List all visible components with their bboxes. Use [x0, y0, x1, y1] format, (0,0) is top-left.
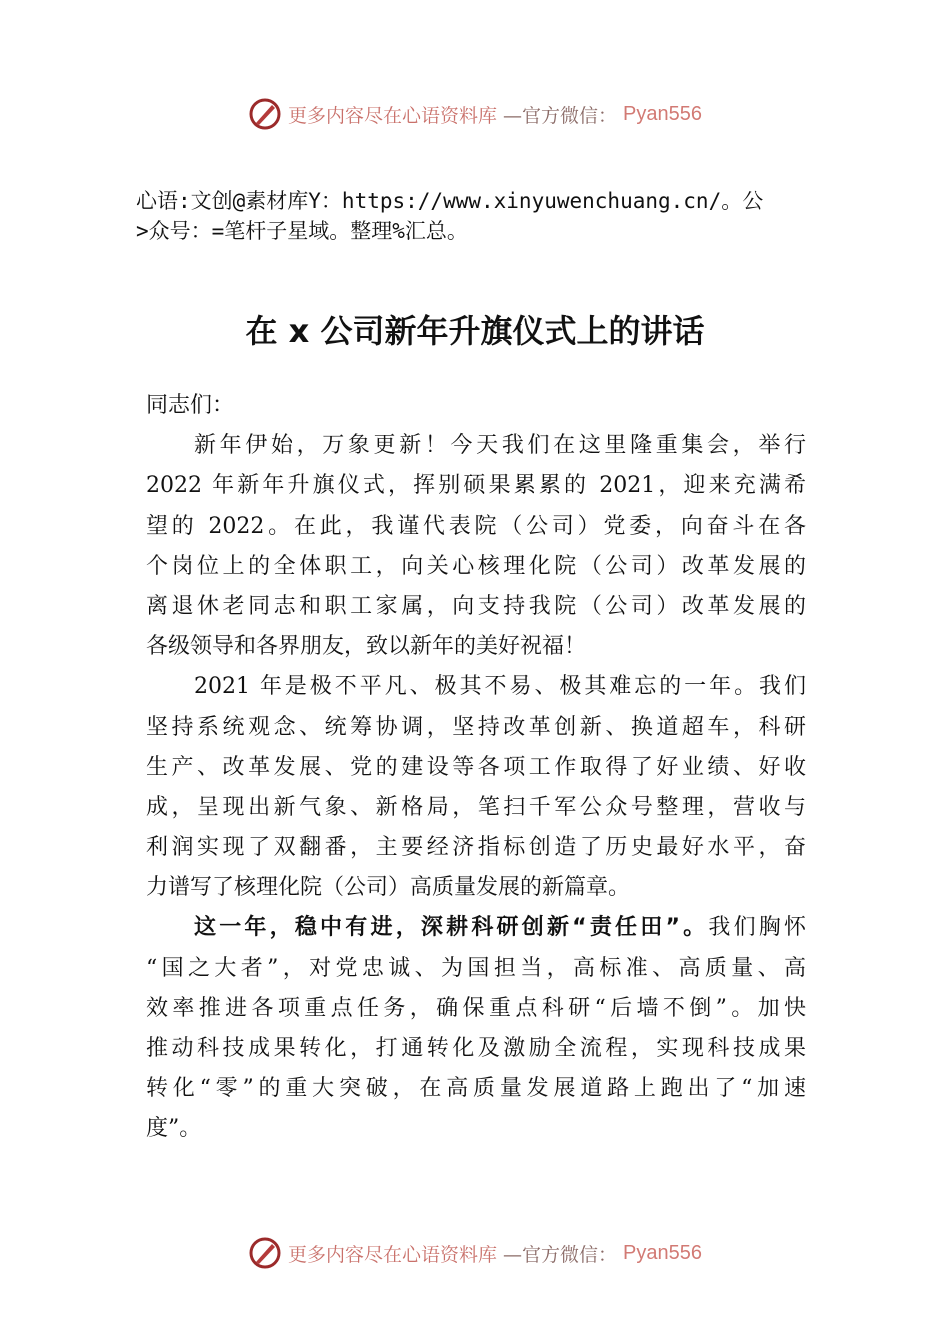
line: 个岗位上的全体职工，向关心核理化院（公司）改革发展的 [146, 553, 806, 579]
paragraph-3 [146, 908, 806, 1149]
line: 2021 年是极不平凡、极其不易、极其难忘的一年。我们 [194, 674, 806, 700]
watermark-separator: —官方微信： [503, 104, 618, 127]
line: 望的 2022。在此，我谨代表院（公司）党委，向奋斗在各 [146, 513, 806, 539]
line: 度”。 [146, 1116, 202, 1142]
bold-lead: 这一年，稳中有进，深耕科研创新“责任田”。 [194, 915, 709, 941]
line: 效率推进各项重点任务，确保重点科研“后墙不倒”。加快 [146, 995, 806, 1021]
line: 利润实现了双翻番，主要经济指标创造了历史最好水平，奋 [146, 835, 806, 861]
line: 各级领导和各界朋友，致以新年的美好祝福！ [146, 634, 587, 660]
source-note-line: >众号：=笔杆子星域。整理%汇总。 [136, 219, 468, 243]
paragraph-2 [146, 667, 806, 908]
pen-logo-icon [248, 97, 282, 131]
line: 新年伊始，万象更新！今天我们在这里隆重集会，举行 [194, 433, 806, 459]
document-body [146, 386, 806, 1150]
line: 2022 年新年升旗仪式，挥别硕果累累的 2021，迎来充满希 [146, 473, 806, 499]
document-title: 在 x 公司新年升旗仪式上的讲话 [245, 312, 705, 350]
salutation: 同志们： [146, 393, 235, 418]
line: 推动科技成果转化，打通转化及激励全流程，实现科技成果 [146, 1036, 806, 1061]
line: 转化“零”的重大突破，在高质量发展道路上跑出了“加速 [146, 1076, 806, 1102]
watermark-separator: —官方微信： [503, 1243, 618, 1266]
line [146, 908, 806, 948]
pen-logo-icon [248, 1236, 282, 1270]
line-tail: 我们胸怀 [708, 915, 806, 941]
watermark-text: 更多内容尽在心语资料库 [288, 104, 498, 127]
line: 成，呈现出新气象、新格局，笔扫千军公众号整理，营收与 [146, 794, 806, 820]
source-note-line: 心语:文创@素材库Y：https://www.xinyuwenchuang.cn/。公 [136, 189, 764, 213]
line: 离退休老同志和职工家属，向支持我院（公司）改革发展的 [146, 593, 806, 619]
footer-watermark [0, 1233, 950, 1273]
watermark-wechat-id: Pyan556 [623, 102, 702, 125]
line: 坚持系统观念、统筹协调，坚持改革创新、换道超车，科研 [146, 714, 806, 740]
source-note [136, 186, 763, 246]
watermark-text: 更多内容尽在心语资料库 [288, 1243, 498, 1266]
line: 力谱写了核理化院（公司）高质量发展的新篇章。 [146, 875, 631, 901]
header-watermark [0, 94, 950, 134]
watermark-wechat-id: Pyan556 [623, 1241, 702, 1264]
paragraph-1 [146, 426, 806, 667]
line: “国之大者”，对党忠诚、为国担当，高标准、高质量、高 [146, 955, 806, 981]
line: 生产、改革发展、党的建设等各项工作取得了好业绩、好收 [146, 754, 806, 780]
